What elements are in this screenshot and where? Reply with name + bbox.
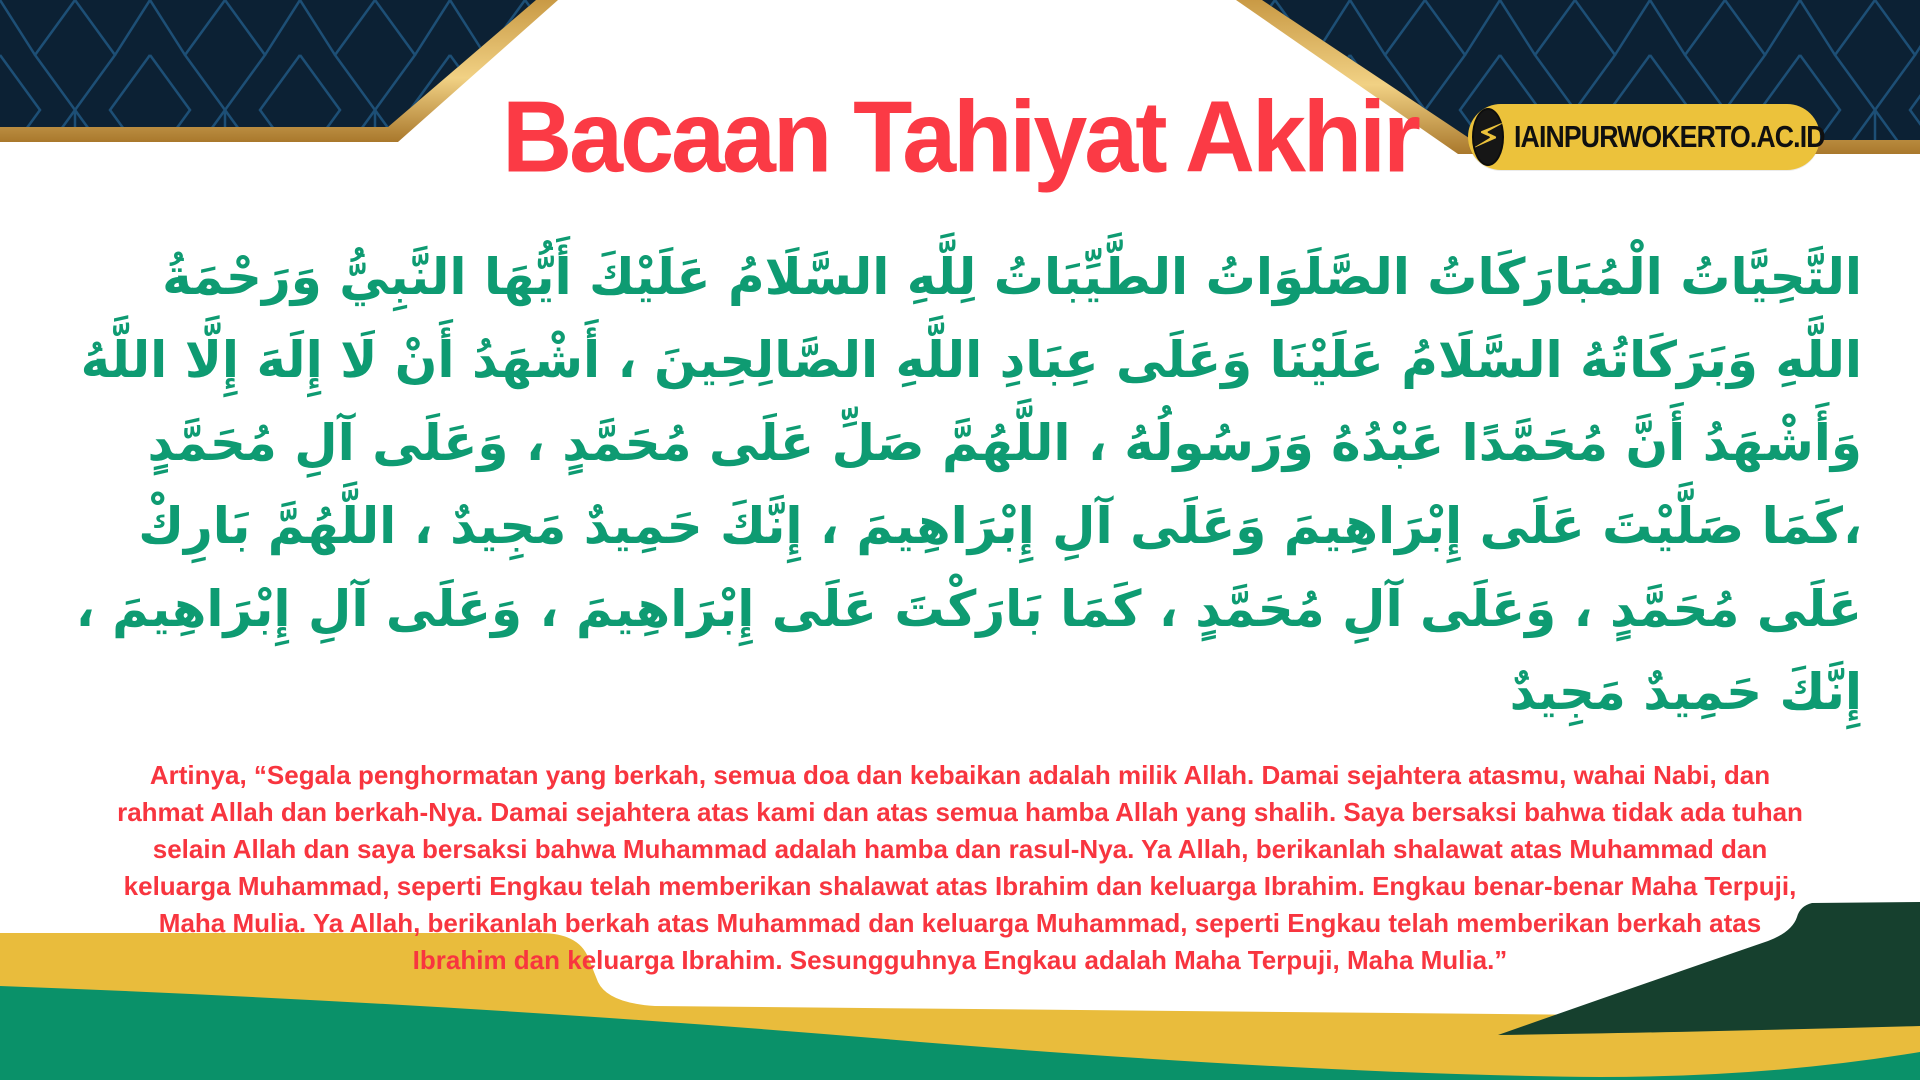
- arabic-line-2: اللَّهِ وَبَرَكَاتُهُ السَّلَامُ عَلَيْنَا وَعَلَى عِبَادِ اللَّهِ الصَّالِحِينَ ، أَشْهَدُ أَنْ لَا إِلَهَ إِلَّا اللَّهُ: [80, 331, 1862, 389]
- site-logo: [1468, 104, 1825, 170]
- page-title: Bacaan Tahiyat Akhir: [502, 79, 1418, 194]
- arabic-prayer-block: [25, 236, 1862, 734]
- arabic-line-5: عَلَى مُحَمَّدٍ ، وَعَلَى آلِ مُحَمَّدٍ ، كَمَا بَارَكْتَ عَلَى إِبْرَاهِيمَ ، وَعَلَى آلِ إِبْرَاهِيمَ ،: [75, 580, 1862, 638]
- translation-line-3: selain Allah dan saya bersaksi bahwa Muhammad adalah hamba dan rasul-Nya. Ya Allah, berikanlah shalawat atas Muhammad dan: [152, 834, 1768, 864]
- arabic-line-3: وَأَشْهَدُ أَنَّ مُحَمَّدًا عَبْدُهُ وَرَسُولُهُ ، اللَّهُمَّ صَلِّ عَلَى مُحَمَّدٍ ، وَعَلَى آلِ مُحَمَّدٍ: [147, 414, 1862, 472]
- arabic-line-1: التَّحِيَّاتُ الْمُبَارَكَاتُ الصَّلَوَاتُ الطَّيِّبَاتُ لِلَّهِ السَّلَامُ عَلَيْكَ أَيُّهَا النَّبِيُّ وَرَحْمَةُ: [162, 248, 1862, 306]
- site-domain-label: IAINPURWOKERTO.AC.ID: [1514, 119, 1825, 154]
- lightning-bolt-icon: ⚡: [1469, 111, 1507, 163]
- translation-line-6: Ibrahim dan keluarga Ibrahim. Sesungguhnya Engkau adalah Maha Terpuji, Maha Mulia.”: [412, 945, 1508, 975]
- arabic-line-6: إِنَّكَ حَمِيدٌ مَجِيدٌ: [1509, 663, 1862, 721]
- translation-line-5: Maha Mulia. Ya Allah, berikanlah berkah atas Muhammad dan keluarga Muhammad, seperti Engkau telah memberikan berkah atas: [158, 908, 1762, 938]
- translation-line-4: keluarga Muhammad, seperti Engkau telah memberikan shalawat atas Ibrahim dan keluarga Ibrahim. Engkau benar-benar Maha Terpuji,: [123, 871, 1797, 901]
- translation-line-1: Artinya, “Segala penghormatan yang berkah, semua doa dan kebaikan adalah milik Allah. Damai sejahtera atasmu, wahai Nabi, dan: [149, 760, 1771, 790]
- translation-block: [60, 757, 1860, 979]
- translation-line-2: rahmat Allah dan berkah-Nya. Damai sejahtera atas kami dan atas semua hamba Allah yang shalih. Saya bersaksi bahwa tidak ada tuhan: [117, 797, 1803, 827]
- arabic-line-4: ،كَمَا صَلَّيْتَ عَلَى إِبْرَاهِيمَ وَعَلَى آلِ إِبْرَاهِيمَ ، إِنَّكَ حَمِيدٌ مَجِيدٌ ، اللَّهُمَّ بَارِكْ: [138, 497, 1862, 555]
- logo-circle: [1469, 108, 1507, 166]
